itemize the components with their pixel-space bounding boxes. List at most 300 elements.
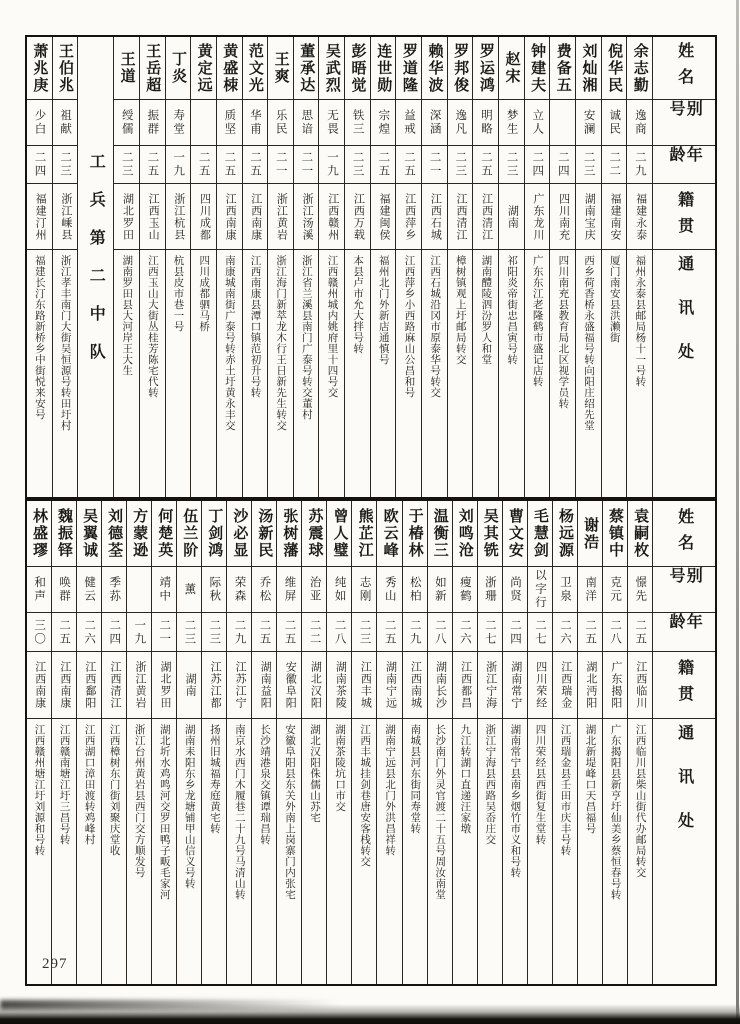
person-address: 湖南常宁县南乡烟竹市义和号转 bbox=[503, 718, 527, 984]
person-name: 方蒙逊 bbox=[131, 508, 148, 559]
person-native-place: 江西南康 bbox=[217, 183, 242, 249]
person-column bbox=[227, 501, 252, 984]
person-column bbox=[27, 501, 52, 984]
person-name: 袁嗣枚 bbox=[632, 508, 649, 559]
person-alias: 和声 bbox=[27, 566, 51, 612]
person-native-place: 湖北沔阳 bbox=[578, 651, 602, 718]
person-name: 蔡镇中 bbox=[607, 508, 624, 559]
person-address: 本县卢市允大拌号转 bbox=[345, 249, 370, 497]
person-column bbox=[27, 37, 53, 497]
person-address: 浙江省兰溪县南门广泰号转交董村 bbox=[294, 249, 319, 497]
person-name: 温衡三 bbox=[431, 508, 448, 559]
person-column bbox=[345, 37, 371, 497]
person-column bbox=[352, 501, 377, 984]
person-native-place: 湖北汉阳 bbox=[302, 651, 326, 718]
scan-edge-right bbox=[736, 0, 739, 1024]
person-column bbox=[52, 501, 77, 984]
person-column bbox=[448, 37, 474, 497]
person-column bbox=[277, 501, 302, 984]
person-native-place: 浙江黄岩 bbox=[127, 651, 151, 718]
person-alias: 薰 bbox=[177, 566, 201, 612]
person-alias: 浙珊 bbox=[478, 566, 502, 612]
person-column bbox=[166, 37, 192, 497]
person-age: 二三 bbox=[202, 612, 226, 651]
person-address: 祁阳炎帝街忠昌寅号转 bbox=[499, 249, 524, 497]
person-address: 江西萍乡小西路麻山公昌和号 bbox=[396, 249, 421, 497]
person-address: 浙江宁海县西路吴岙庄交 bbox=[478, 718, 502, 984]
person-name: 魏振铎 bbox=[56, 508, 72, 559]
person-native-place: 四川荣经 bbox=[528, 651, 552, 718]
person-name: 黄盛栜 bbox=[221, 42, 238, 94]
person-column bbox=[403, 501, 428, 984]
person-native-place: 湖南 bbox=[177, 651, 201, 718]
person-age: 二六 bbox=[77, 612, 101, 651]
person-address: 江西赣南塘江圩三昌号转 bbox=[52, 718, 76, 984]
person-native-place: 江苏江宁 bbox=[227, 651, 251, 718]
person-alias: 振群 bbox=[140, 99, 165, 145]
person-age: 二五 bbox=[377, 612, 401, 651]
person-address: 江西樟树东门街刘聚庆堂收 bbox=[102, 718, 126, 984]
person-native-place: 江西临川 bbox=[628, 651, 652, 718]
person-native-place: 浙江杭县 bbox=[166, 183, 191, 249]
person-column bbox=[319, 37, 345, 497]
person-name: 倪华民 bbox=[606, 42, 623, 94]
person-alias: 少白 bbox=[27, 99, 52, 145]
person-alias: 梦生 bbox=[499, 99, 524, 145]
person-name: 刘灿湘 bbox=[580, 42, 597, 94]
header-native: 籍贯 bbox=[653, 651, 715, 718]
person-native-place: 湖北罗田 bbox=[152, 651, 176, 718]
unit-label: 工兵第二中队 bbox=[78, 37, 114, 497]
person-column bbox=[473, 37, 499, 497]
header-name: 姓名 bbox=[675, 42, 693, 94]
person-address: 广东东江老隆鹤市盛记店转 bbox=[525, 249, 550, 497]
person-alias: 宗煌 bbox=[371, 99, 396, 145]
person-column bbox=[478, 501, 503, 984]
person-age: 一九 bbox=[127, 612, 151, 651]
person-age: 二八 bbox=[327, 612, 351, 651]
person-name: 罗运鸿 bbox=[477, 42, 494, 94]
person-alias: 铁三 bbox=[345, 99, 370, 145]
person-address: 湖南宁远县北门外洪昌祥转 bbox=[377, 718, 401, 984]
person-age: 二三 bbox=[448, 145, 473, 183]
header-address: 通讯处 bbox=[653, 718, 715, 984]
person-age: 一九 bbox=[166, 145, 191, 183]
person-alias: 如新 bbox=[428, 566, 452, 612]
person-name: 刘鸣沧 bbox=[456, 508, 473, 559]
person-alias: 松柏 bbox=[403, 566, 427, 612]
person-age: 二九 bbox=[627, 145, 652, 183]
person-name: 张树藩 bbox=[281, 508, 298, 559]
header-alias: 别号 bbox=[653, 566, 715, 612]
person-address: 江西赣州塘江圩刘源和号转 bbox=[27, 718, 51, 984]
person-alias: 祖献 bbox=[53, 99, 78, 145]
person-column bbox=[553, 501, 578, 984]
person-name: 王岳超 bbox=[144, 42, 161, 94]
person-native-place: 湖南茶陵 bbox=[327, 651, 351, 718]
person-native-place: 湖南常宁 bbox=[503, 651, 527, 718]
person-age: 二五 bbox=[252, 612, 276, 651]
person-native-place: 湖南 bbox=[499, 183, 524, 249]
person-native-place: 福建永泰 bbox=[627, 183, 652, 249]
roster-table-top bbox=[25, 35, 717, 499]
person-column bbox=[578, 501, 603, 984]
person-age: 二四 bbox=[102, 612, 126, 651]
person-address: 江西湖口漳田渡转鸡峰村 bbox=[77, 718, 101, 984]
person-name: 彭晤觉 bbox=[349, 42, 366, 94]
person-alias: 健云 bbox=[77, 566, 101, 612]
person-name: 赖华波 bbox=[426, 42, 443, 94]
person-address: 湖北汉阳侏儒山苏宅 bbox=[302, 718, 326, 984]
person-alias: 思谙 bbox=[294, 99, 319, 145]
person-alias bbox=[550, 99, 575, 145]
header-address: 通讯处 bbox=[653, 249, 715, 497]
person-name: 罗道隆 bbox=[400, 42, 417, 94]
person-name: 谢浩 bbox=[581, 516, 598, 551]
person-name: 萧兆庚 bbox=[31, 42, 48, 94]
person-age: 二一 bbox=[422, 145, 447, 183]
person-native-place: 四川南充 bbox=[550, 183, 575, 249]
person-address: 长沙靖港泉交镇谭瑞昌转 bbox=[252, 718, 276, 984]
person-address: 江西石城沿冈市原泰华号转交 bbox=[422, 249, 447, 497]
person-name: 范文光 bbox=[246, 42, 263, 94]
person-alias: 憬先 bbox=[628, 566, 652, 612]
person-alias: 乔松 bbox=[252, 566, 276, 612]
person-column bbox=[302, 501, 327, 984]
person-name: 刘德荃 bbox=[106, 508, 123, 559]
person-age: 二三 bbox=[53, 145, 78, 183]
person-native-place: 安徽阜阳 bbox=[277, 651, 301, 718]
person-address: 杭县皮市巷一号 bbox=[166, 249, 191, 497]
person-column bbox=[327, 501, 352, 984]
person-name: 曹文安 bbox=[506, 508, 523, 559]
person-name: 丁剑鸿 bbox=[206, 508, 223, 559]
person-address: 江西玉山大街丛桂芳陈宅代转 bbox=[140, 249, 165, 497]
person-age: 二四 bbox=[503, 612, 527, 651]
person-address: 厦门南安县洪濑街 bbox=[602, 249, 627, 497]
header-native: 籍贯 bbox=[653, 183, 715, 249]
person-native-place: 福建闽侯 bbox=[371, 183, 396, 249]
person-alias: 乐民 bbox=[268, 99, 293, 145]
person-name: 曾人璧 bbox=[331, 508, 348, 559]
person-column bbox=[603, 501, 628, 984]
person-native-place: 浙江汤溪 bbox=[294, 183, 319, 249]
person-name: 王爽 bbox=[272, 51, 289, 85]
person-address: 湖北圻水鸡鸣河交罗田鸭子畈毛家河 bbox=[152, 718, 176, 984]
person-native-place: 广东揭阳 bbox=[603, 651, 627, 718]
person-alias: 纯如 bbox=[327, 566, 351, 612]
person-column bbox=[217, 37, 243, 497]
person-native-place: 湖南宝庆 bbox=[576, 183, 601, 249]
person-name: 何楚英 bbox=[156, 508, 173, 559]
person-native-place: 江西玉山 bbox=[140, 183, 165, 249]
person-alias: 以字行 bbox=[528, 566, 552, 612]
person-column bbox=[243, 37, 269, 497]
person-column bbox=[268, 37, 294, 497]
person-address: 江西赣州城内姚府里十四号交 bbox=[319, 249, 344, 497]
person-column bbox=[191, 37, 217, 497]
person-age: 二九 bbox=[227, 612, 251, 651]
person-address: 长沙南门外灵官渡二十五号周汝南堂 bbox=[428, 718, 452, 984]
person-address: 南康城南街广泰号转赤土圩黄永丰交 bbox=[217, 249, 242, 497]
person-age: 二五 bbox=[473, 145, 498, 183]
person-column bbox=[377, 501, 402, 984]
person-column bbox=[576, 37, 602, 497]
person-name: 钟建夫 bbox=[529, 42, 546, 94]
person-name: 吴武烈 bbox=[323, 42, 340, 94]
person-address: 安徽阜阳县东关外南上岗寨门内张宅 bbox=[277, 718, 301, 984]
person-name: 黄定远 bbox=[195, 42, 212, 94]
person-alias: 质坚 bbox=[217, 99, 242, 145]
person-age: 二四 bbox=[27, 145, 52, 183]
person-age: 二八 bbox=[428, 612, 452, 651]
person-age: 二三 bbox=[177, 612, 201, 651]
person-alias: 逸凡 bbox=[448, 99, 473, 145]
person-address: 西乡荷香桥永盛福号转向阳庄绍先堂 bbox=[576, 249, 601, 497]
person-age: 二七 bbox=[478, 612, 502, 651]
person-native-place: 江西鄱阳 bbox=[77, 651, 101, 718]
person-name: 林盛璆 bbox=[30, 508, 47, 559]
person-native-place: 江西萍乡 bbox=[396, 183, 421, 249]
person-age: 二七 bbox=[528, 612, 552, 651]
person-address: 湖南罗田县大河岸王大生 bbox=[114, 249, 139, 497]
person-age: 二六 bbox=[553, 612, 577, 651]
person-alias: 安澜 bbox=[576, 99, 601, 145]
person-age: 二一 bbox=[294, 145, 319, 183]
person-column bbox=[177, 501, 202, 984]
person-native-place: 浙江嵊县 bbox=[53, 183, 78, 249]
person-age: 二五 bbox=[191, 145, 216, 183]
person-address: 江西南康县潭口镇范初升号转 bbox=[243, 249, 268, 497]
person-name: 吴其铣 bbox=[481, 508, 498, 559]
person-alias: 深涵 bbox=[422, 99, 447, 145]
person-native-place: 福建南安 bbox=[602, 183, 627, 249]
person-alias: 靖中 bbox=[152, 566, 176, 612]
person-age: 二一 bbox=[268, 145, 293, 183]
person-alias: 无畏 bbox=[319, 99, 344, 145]
person-column bbox=[503, 501, 528, 984]
person-age: 二五 bbox=[140, 145, 165, 183]
person-column bbox=[428, 501, 453, 984]
person-address: 九江转湖口直递汪家墩 bbox=[453, 718, 477, 984]
person-alias: 卫泉 bbox=[553, 566, 577, 612]
person-alias: 南洋 bbox=[578, 566, 602, 612]
person-column bbox=[152, 501, 177, 984]
person-native-place: 江西南康 bbox=[243, 183, 268, 249]
person-name: 董承达 bbox=[298, 42, 315, 94]
person-native-place: 福建汀州 bbox=[27, 183, 52, 249]
person-alias: 志刚 bbox=[352, 566, 376, 612]
person-name: 于椿林 bbox=[406, 508, 423, 559]
person-native-place: 江苏江都 bbox=[202, 651, 226, 718]
person-alias bbox=[191, 99, 216, 145]
scan-edge-bottom bbox=[0, 1004, 740, 1024]
person-column bbox=[602, 37, 628, 497]
person-name: 伍兰阶 bbox=[181, 508, 198, 559]
person-native-place: 江西南城 bbox=[403, 651, 427, 718]
person-column bbox=[422, 37, 448, 497]
person-column bbox=[140, 37, 166, 497]
person-alias: 寿堂 bbox=[166, 99, 191, 145]
person-age: 二三 bbox=[499, 145, 524, 183]
person-alias: 益戒 bbox=[396, 99, 421, 145]
person-address: 福州北门外新店通慎号 bbox=[371, 249, 396, 497]
person-age: 二二 bbox=[602, 145, 627, 183]
person-native-place: 湖南宁远 bbox=[377, 651, 401, 718]
person-native-place: 江西瑞金 bbox=[553, 651, 577, 718]
person-address: 湖北新堤峰口天昌福号 bbox=[578, 718, 602, 984]
person-alias: 华甫 bbox=[243, 99, 268, 145]
person-alias: 唤群 bbox=[52, 566, 76, 612]
person-address: 浙江海门新萃龙木行王日新先生转交 bbox=[268, 249, 293, 497]
person-alias: 立人 bbox=[525, 99, 550, 145]
person-native-place: 江西赣州 bbox=[319, 183, 344, 249]
person-address: 湖南茶陵坑口市交 bbox=[327, 718, 351, 984]
person-native-place: 湖南长沙 bbox=[428, 651, 452, 718]
person-address: 江西丰城挂剑巷唐安客栈转交 bbox=[352, 718, 376, 984]
header-column bbox=[653, 501, 715, 984]
person-alias: 绶儒 bbox=[114, 99, 139, 145]
person-address: 福州永泰县邮局杨十一号转 bbox=[627, 249, 652, 497]
person-native-place: 浙江宁海 bbox=[478, 651, 502, 718]
person-column bbox=[102, 501, 127, 984]
person-age: 二五 bbox=[371, 145, 396, 183]
person-column bbox=[114, 37, 140, 497]
person-alias: 诚民 bbox=[602, 99, 627, 145]
person-column bbox=[127, 501, 152, 984]
person-address: 樟树镇观上圩邮局转交 bbox=[448, 249, 473, 497]
roster-table-bottom bbox=[25, 499, 717, 986]
person-age: 二五 bbox=[396, 145, 421, 183]
person-age: 二四 bbox=[550, 145, 575, 183]
person-column bbox=[252, 501, 277, 984]
person-age: 二三 bbox=[352, 612, 376, 651]
person-address: 四川荣经县西街复生堂转 bbox=[528, 718, 552, 984]
person-address: 扬州旧城福寿庭黄宅转 bbox=[202, 718, 226, 984]
person-native-place: 浙江黄岩 bbox=[268, 183, 293, 249]
person-native-place: 江西石城 bbox=[422, 183, 447, 249]
person-alias: 瘦鹤 bbox=[453, 566, 477, 612]
person-name: 丁炎 bbox=[169, 51, 186, 85]
person-age: 二九 bbox=[403, 612, 427, 651]
person-name: 王道 bbox=[118, 51, 135, 85]
person-age: 三〇 bbox=[27, 612, 51, 651]
person-native-place: 江西丰城 bbox=[352, 651, 376, 718]
person-age: 二四 bbox=[525, 145, 550, 183]
person-address: 南城县河东街同寿堂转 bbox=[403, 718, 427, 984]
person-address: 湖南耒阳东乡龙塘铺甲山信义号转 bbox=[177, 718, 201, 984]
person-alias: 逸商 bbox=[627, 99, 652, 145]
person-column bbox=[77, 501, 102, 984]
person-native-place: 湖北罗田 bbox=[114, 183, 139, 249]
person-address: 南京水西门木履巷二十九号马清山转 bbox=[227, 718, 251, 984]
person-alias: 荣森 bbox=[227, 566, 251, 612]
person-name: 吴翼诚 bbox=[81, 508, 98, 559]
person-address: 福建长汀东路新桥乡中街悦来安号 bbox=[27, 249, 52, 497]
person-age: 二三 bbox=[114, 145, 139, 183]
person-name: 毛慧剑 bbox=[531, 508, 548, 559]
person-native-place: 江西南康 bbox=[52, 651, 76, 718]
header-age: 年龄 bbox=[653, 145, 715, 183]
person-native-place: 江西清江 bbox=[448, 183, 473, 249]
person-name: 欧云峰 bbox=[381, 508, 398, 559]
person-age: 二五 bbox=[578, 612, 602, 651]
person-name: 余志勤 bbox=[631, 42, 648, 94]
header-name: 姓名 bbox=[675, 507, 693, 560]
person-name: 连世勋 bbox=[375, 42, 392, 94]
person-column bbox=[499, 37, 525, 497]
person-age: 二五 bbox=[243, 145, 268, 183]
person-address: 江西瑞金县壬田市庆丰号转 bbox=[553, 718, 577, 984]
person-alias: 际秋 bbox=[202, 566, 226, 612]
person-native-place: 江西清江 bbox=[102, 651, 126, 718]
person-alias: 克元 bbox=[603, 566, 627, 612]
person-column bbox=[453, 501, 478, 984]
person-native-place: 湖南益阳 bbox=[252, 651, 276, 718]
person-name: 熊芷江 bbox=[356, 508, 373, 559]
person-name: 费备五 bbox=[554, 42, 571, 94]
person-column bbox=[627, 37, 653, 497]
person-column bbox=[525, 37, 551, 497]
person-address: 四川成都驷马桥 bbox=[191, 249, 216, 497]
header-column bbox=[653, 37, 715, 497]
person-age: 二五 bbox=[217, 145, 242, 183]
person-name: 王伯兆 bbox=[56, 42, 73, 94]
person-name: 赵宋 bbox=[503, 51, 520, 85]
person-age: 二一 bbox=[152, 612, 176, 651]
person-column bbox=[202, 501, 227, 984]
person-name: 杨远源 bbox=[556, 508, 573, 559]
person-column bbox=[371, 37, 397, 497]
person-name: 罗邦俊 bbox=[452, 42, 469, 94]
header-alias: 别号 bbox=[653, 99, 715, 145]
person-address: 四川南充县教育局北区视学员转 bbox=[550, 249, 575, 497]
person-alias: 季荪 bbox=[102, 566, 126, 612]
person-alias: 维屏 bbox=[277, 566, 301, 612]
person-native-place: 江西万载 bbox=[345, 183, 370, 249]
person-column bbox=[528, 501, 553, 984]
person-column bbox=[53, 37, 79, 497]
person-native-place: 广东龙川 bbox=[525, 183, 550, 249]
person-age: 二三 bbox=[345, 145, 370, 183]
person-alias: 秀山 bbox=[377, 566, 401, 612]
person-column bbox=[628, 501, 653, 984]
person-native-place: 江西都昌 bbox=[453, 651, 477, 718]
person-column bbox=[396, 37, 422, 497]
person-alias bbox=[127, 566, 151, 612]
person-age: 二八 bbox=[603, 612, 627, 651]
person-age: 二二 bbox=[302, 612, 326, 651]
page-number: 297 bbox=[42, 956, 68, 972]
person-name: 苏震球 bbox=[306, 508, 323, 559]
person-age: 二六 bbox=[453, 612, 477, 651]
person-age: 二三 bbox=[576, 145, 601, 183]
person-address: 浙江孝丰南门大街吴恒源号转田圩村 bbox=[53, 249, 78, 497]
person-alias: 明略 bbox=[473, 99, 498, 145]
person-age: 一九 bbox=[319, 145, 344, 183]
person-native-place: 四川成都 bbox=[191, 183, 216, 249]
person-alias: 尚贤 bbox=[503, 566, 527, 612]
person-address: 湖南醴陵泗汾罗人和堂 bbox=[473, 249, 498, 497]
person-age: 二五 bbox=[52, 612, 76, 651]
header-age: 年龄 bbox=[653, 612, 715, 651]
person-native-place: 江西南康 bbox=[27, 651, 51, 718]
person-address: 江西临川县柴山街代办邮局转交 bbox=[628, 718, 652, 984]
person-age: 二五 bbox=[628, 612, 652, 651]
person-alias: 治亚 bbox=[302, 566, 326, 612]
person-age: 二五 bbox=[277, 612, 301, 651]
person-column bbox=[550, 37, 576, 497]
